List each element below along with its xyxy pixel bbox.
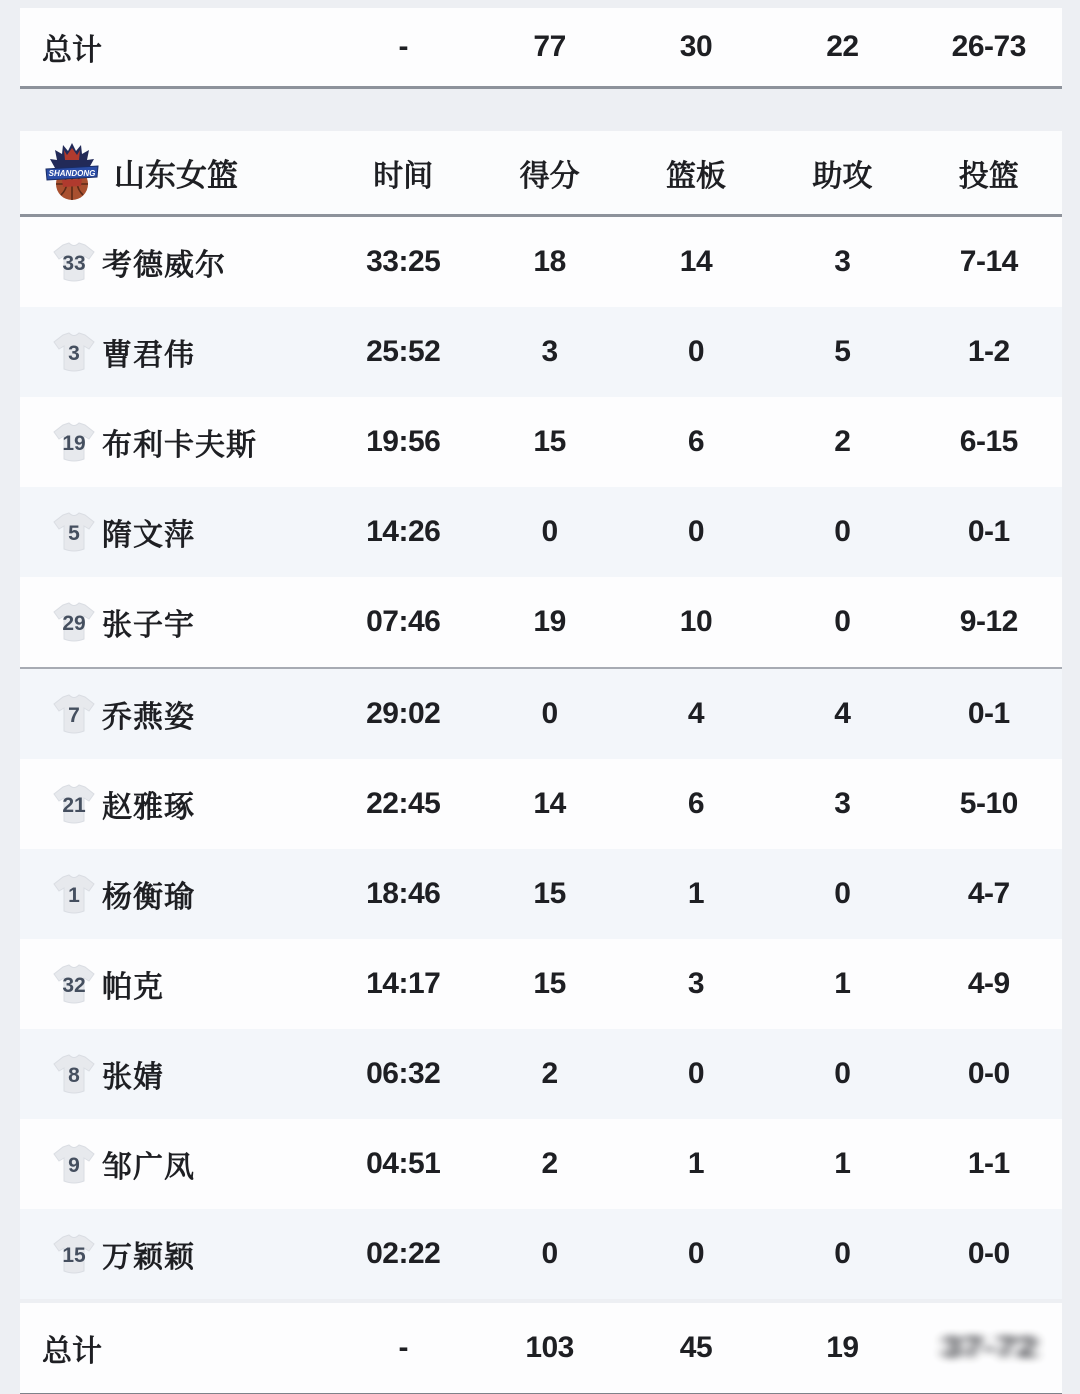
table-row [20,1029,1062,1119]
player-rebounds: 4 [687,697,705,730]
player-time: 19:56 [366,425,441,458]
player-shooting: 0-0 [967,1057,1010,1090]
player-assists: 5 [834,335,851,368]
player-rebounds: 0 [687,1237,705,1270]
player-rebounds: 14 [679,245,713,278]
player-name: 万颖颖 [102,1241,195,1274]
jersey-number-cell [20,512,100,552]
player-rebounds: 3 [687,967,705,1000]
table-row [20,1209,1062,1299]
top-spacer [0,0,1080,8]
player-name: 帕克 [102,971,164,1004]
player-time: 18:46 [366,877,441,910]
player-name: 曹君伟 [102,339,195,372]
player-assists: 1 [834,967,851,1000]
player-number: 15 [62,1244,86,1267]
table-row [20,307,1062,397]
jersey-number-cell [20,1144,100,1184]
player-time: 25:52 [366,335,441,368]
jersey-number-cell [20,332,100,372]
player-number: 5 [68,522,80,545]
table-row [20,759,1062,849]
player-number: 32 [62,974,86,997]
player-shooting: 4-9 [967,967,1010,1000]
player-rebounds: 6 [687,787,705,820]
opponent-total-rebounds: 30 [679,30,713,63]
player-shooting: 4-7 [967,877,1010,910]
opponent-total-time: - [398,30,408,63]
jersey-number-cell [20,602,100,642]
player-points: 0 [541,1237,558,1270]
player-time: 06:32 [366,1057,441,1090]
player-points: 3 [541,335,558,368]
player-rebounds: 6 [687,425,705,458]
opponent-total-card [20,8,1062,89]
team-total-label: 总计 [42,1335,102,1368]
table-row [20,669,1062,759]
player-name: 布利卡夫斯 [102,429,257,462]
jersey-number-cell [20,964,100,1004]
player-time: 14:26 [366,515,441,548]
player-points: 2 [541,1147,558,1180]
jersey-icon [52,1054,96,1094]
jersey-icon [52,1234,96,1274]
player-number: 7 [68,704,80,727]
player-name: 乔燕姿 [102,701,195,734]
player-assists: 0 [834,515,851,548]
team-total-time: - [398,1331,408,1364]
column-header-points: 得分 [519,159,580,193]
team-total-rebounds: 45 [679,1331,713,1364]
jersey-number-cell [20,1234,100,1274]
player-assists: 1 [834,1147,851,1180]
column-header-assists: 助攻 [812,159,873,193]
table-row [20,487,1062,577]
jersey-icon [52,1144,96,1184]
player-time: 29:02 [366,697,441,730]
jersey-icon [52,784,96,824]
team-logo-icon [44,142,100,204]
player-points: 14 [533,787,566,820]
column-header-shooting: 投篮 [958,159,1019,193]
player-number: 1 [68,884,80,907]
opponent-total-label: 总计 [42,34,102,67]
jersey-icon [52,874,96,914]
table-row [20,397,1062,487]
player-points: 0 [541,515,558,548]
player-name: 张婧 [102,1061,164,1094]
jersey-number-cell [20,422,100,462]
player-assists: 0 [834,877,851,910]
jersey-number-cell [20,242,100,282]
player-shooting: 0-0 [967,1237,1010,1270]
player-points: 15 [533,967,566,1000]
team-total-points: 103 [525,1331,574,1364]
player-shooting: 9-12 [959,605,1018,638]
team-total-assists: 19 [826,1331,859,1364]
player-assists: 0 [834,605,851,638]
table-row [20,217,1062,307]
player-points: 18 [533,245,566,278]
table-header-row [20,131,1062,217]
jersey-number-cell [20,1054,100,1094]
player-name: 考德威尔 [102,249,226,282]
player-shooting: 1-2 [967,335,1010,368]
opponent-total-shooting: 26-73 [951,30,1026,63]
player-time: 07:46 [366,605,441,638]
player-rebounds: 0 [687,335,705,368]
team-total-card [20,1303,1062,1394]
player-number: 3 [68,342,80,365]
player-assists: 4 [834,697,851,730]
player-rebounds: 0 [687,515,705,548]
jersey-number-cell [20,694,100,734]
table-row [20,849,1062,939]
player-number: 19 [62,432,86,455]
section-gap [0,89,1080,131]
team-name: 山东女篮 [114,158,238,193]
player-assists: 2 [834,425,851,458]
player-number: 8 [68,1064,80,1087]
player-shooting: 5-10 [959,787,1018,820]
jersey-icon [52,964,96,1004]
player-assists: 0 [834,1057,851,1090]
player-time: 33:25 [366,245,441,278]
player-points: 15 [533,425,566,458]
team-stats-card [20,131,1062,1299]
player-number: 9 [68,1154,80,1177]
player-name: 赵雅琢 [102,791,195,824]
player-number: 33 [62,252,86,275]
jersey-number-cell [20,784,100,824]
player-rebounds: 10 [679,605,713,638]
player-rebounds: 1 [687,1147,705,1180]
player-points: 15 [533,877,566,910]
jersey-icon [52,242,96,282]
player-shooting: 6-15 [959,425,1018,458]
opponent-total-row [20,8,1062,89]
table-row [20,1119,1062,1209]
player-time: 14:17 [366,967,441,1000]
player-rows [20,217,1062,1299]
jersey-icon [52,512,96,552]
jersey-number-cell [20,874,100,914]
jersey-icon [52,694,96,734]
team-total-row [20,1303,1062,1394]
player-name: 隋文萍 [102,519,195,552]
player-time: 02:22 [366,1237,441,1270]
player-assists: 3 [834,787,851,820]
jersey-icon [52,602,96,642]
player-name: 杨衡瑜 [102,881,195,914]
player-name: 邹广凤 [102,1151,195,1184]
player-shooting: 0-1 [967,697,1010,730]
table-row [20,939,1062,1029]
column-header-time: 时间 [373,159,434,193]
logo-text: SHANDONG [48,168,96,178]
player-number: 21 [62,794,86,817]
player-shooting: 7-14 [959,245,1018,278]
player-points: 2 [541,1057,558,1090]
player-shooting: 1-1 [967,1147,1010,1180]
player-assists: 0 [834,1237,851,1270]
column-header-rebounds: 篮板 [665,159,726,193]
player-time: 04:51 [366,1147,441,1180]
player-time: 22:45 [366,787,441,820]
jersey-icon [52,422,96,462]
player-name: 张子宇 [102,609,195,642]
jersey-icon [52,332,96,372]
player-points: 19 [533,605,566,638]
player-rebounds: 1 [687,877,705,910]
team-header [20,142,330,204]
player-assists: 3 [834,245,851,278]
player-number: 29 [62,612,86,635]
opponent-total-points: 77 [533,30,566,63]
team-total-shooting: 37-72 [940,1331,1038,1364]
player-shooting: 0-1 [967,515,1010,548]
player-points: 0 [541,697,558,730]
table-row [20,577,1062,669]
player-rebounds: 0 [687,1057,705,1090]
opponent-total-assists: 22 [826,30,859,63]
